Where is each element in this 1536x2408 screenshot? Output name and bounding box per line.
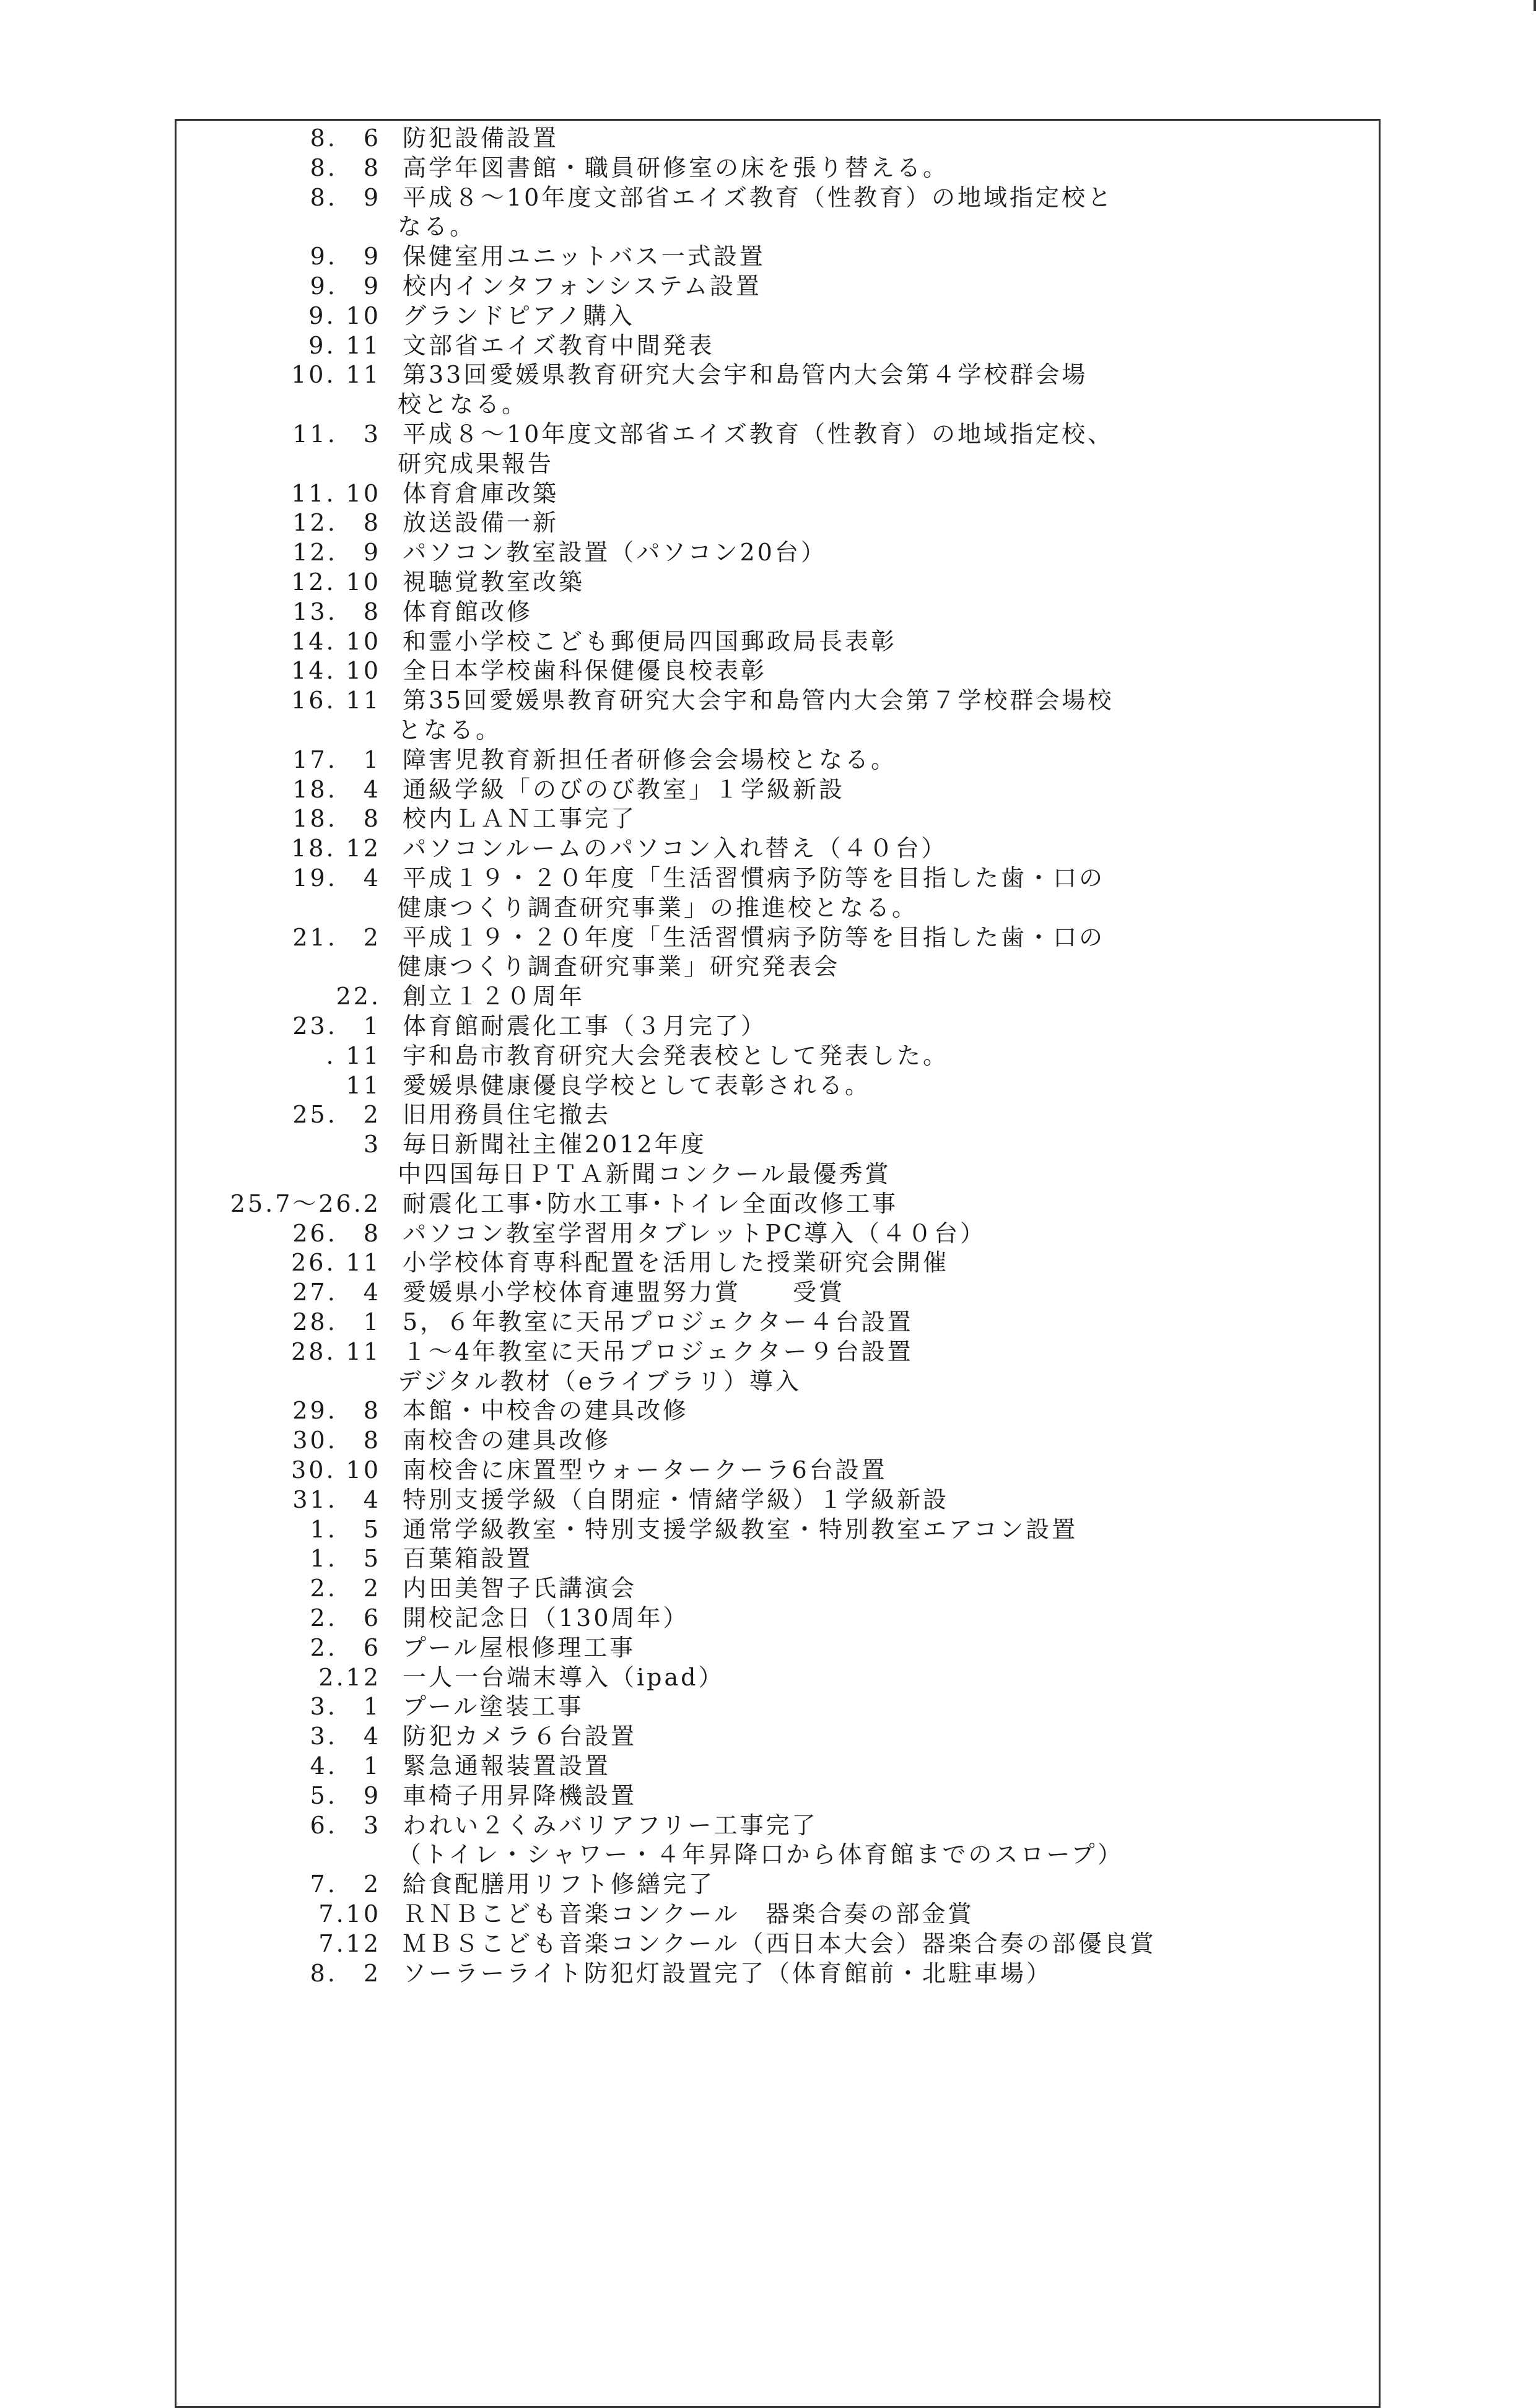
history-text: 5，６年教室に天吊プロジェクター４台設置 <box>403 1308 914 1336</box>
history-date: 16. 11 <box>291 687 381 715</box>
history-date: 11. 10 <box>291 479 381 507</box>
history-text: 旧用務員住宅撤去 <box>403 1101 611 1129</box>
history-row <box>177 1278 1372 1306</box>
history-text: 一人一台端末導入（ipad） <box>403 1663 725 1691</box>
history-row <box>177 1692 1372 1721</box>
history-row <box>177 183 1372 212</box>
history-text: 第33回愛媛県教育研究大会宇和島管内大会第４学校群会場 <box>403 361 1088 389</box>
history-row <box>177 1189 1372 1218</box>
history-row <box>177 1456 1372 1484</box>
history-date: 1. 5 <box>310 1515 381 1543</box>
history-date: 14. 10 <box>291 627 381 655</box>
history-text: 健康つくり調査研究事業」の推進校となる。 <box>398 893 919 921</box>
history-row <box>177 1929 1372 1958</box>
history-row <box>177 331 1372 360</box>
history-row <box>177 1840 1372 1869</box>
history-row <box>177 420 1372 448</box>
scan-edge-mark <box>1534 0 1536 11</box>
history-date: 2. 6 <box>310 1633 381 1661</box>
history-text: となる。 <box>398 716 502 744</box>
history-row <box>177 1781 1372 1810</box>
history-row <box>177 1248 1372 1277</box>
history-date: 27. 4 <box>292 1279 381 1306</box>
history-date: 18. 8 <box>292 805 381 833</box>
history-text: グランドピアノ購入 <box>403 302 635 329</box>
history-row <box>177 745 1372 774</box>
history-row <box>177 1012 1372 1040</box>
history-text: われい２くみバリアフリー工事完了 <box>403 1811 818 1839</box>
history-row <box>177 1544 1372 1573</box>
history-row <box>177 716 1372 744</box>
history-row <box>177 1663 1372 1692</box>
history-text: 百葉箱設置 <box>403 1545 533 1573</box>
history-text: 小学校体育専科配置を活用した授業研究会開催 <box>403 1249 949 1277</box>
history-text: 平成８～10年度文部省エイズ教育（性教育）の地域指定校、 <box>403 420 1114 448</box>
history-date: 12. 10 <box>291 568 381 596</box>
history-text: プール屋根修理工事 <box>403 1633 636 1661</box>
history-row <box>177 656 1372 685</box>
history-text: 校内ＬＡＮ工事完了 <box>403 805 637 833</box>
history-date: 23. 1 <box>292 1012 381 1040</box>
history-row <box>177 508 1372 537</box>
history-date: 8. 9 <box>310 183 381 211</box>
history-text: 体育館耐震化工事（３月完了） <box>403 1012 767 1040</box>
history-date: 31. 4 <box>292 1485 381 1513</box>
history-text: 和霊小学校こども郵便局四国郵政局長表彰 <box>403 627 897 655</box>
history-text: 校内インタフォンシステム設置 <box>403 272 762 300</box>
history-row <box>177 1574 1372 1602</box>
history-date: 2.12 <box>318 1663 381 1691</box>
history-text: 校となる。 <box>398 391 528 419</box>
history-text: 給食配膳用リフト修繕完了 <box>403 1871 715 1898</box>
history-row <box>177 864 1372 892</box>
history-row <box>177 1396 1372 1425</box>
history-date: 7.12 <box>318 1929 381 1957</box>
history-date: 1. 5 <box>310 1545 381 1573</box>
history-row <box>177 1100 1372 1129</box>
history-row <box>177 272 1372 300</box>
history-text: パソコン教室学習用タブレットPC導入（４０台） <box>403 1219 986 1247</box>
history-text: なる。 <box>398 213 476 241</box>
history-text: （トイレ・シャワー・４年昇降口から体育館までのスロープ） <box>398 1841 1124 1869</box>
history-text: 視聴覚教室改築 <box>403 568 585 596</box>
history-text: 中四国毎日ＰＴＡ新聞コンクール最優秀賞 <box>398 1160 891 1188</box>
history-row <box>177 598 1372 626</box>
history-text: 高学年図書館・職員研修室の床を張り替える。 <box>403 154 949 181</box>
history-row <box>177 1959 1372 1988</box>
history-row <box>177 1870 1372 1898</box>
history-date: 18. 12 <box>291 835 381 863</box>
history-date: 3. 1 <box>310 1693 381 1721</box>
history-text: 保健室用ユニットバス一式設置 <box>403 243 766 271</box>
history-text: １～4年教室に天吊プロジェクター９台設置 <box>403 1337 914 1365</box>
history-row <box>177 923 1372 952</box>
history-row <box>177 154 1372 182</box>
history-text: 創立１２０周年 <box>403 983 585 1011</box>
history-text: 宇和島市教育研究大会発表校として発表した。 <box>403 1041 949 1069</box>
history-date: 2. 2 <box>310 1575 381 1602</box>
history-row <box>177 479 1372 508</box>
history-date: 11. 3 <box>292 420 381 448</box>
history-row <box>177 1071 1372 1100</box>
history-text: 体育館改修 <box>403 598 533 625</box>
history-date: 25.7～26.2 <box>230 1189 381 1217</box>
history-date: 9. 9 <box>310 243 381 271</box>
history-text: 平成１９・２０年度「生活習慣病予防等を目指した歯・口の <box>403 864 1106 892</box>
history-row <box>177 952 1372 981</box>
history-date: 8. 8 <box>310 154 381 181</box>
history-text: 防犯設備設置 <box>403 124 559 152</box>
history-text: 防犯カメラ６台設置 <box>403 1723 637 1750</box>
history-row <box>177 1900 1372 1928</box>
history-date: . 11 <box>326 1041 381 1069</box>
history-text: 体育倉庫改築 <box>403 479 559 507</box>
history-text: 通常学級教室・特別支援学級教室・特別教室エアコン設置 <box>403 1515 1078 1543</box>
history-row <box>177 1160 1372 1188</box>
history-date: 18. 4 <box>292 775 381 803</box>
history-row <box>177 1426 1372 1454</box>
history-date: 9. 11 <box>308 331 381 359</box>
history-text: パソコンルームのパソコン入れ替え（４０台） <box>403 835 948 863</box>
history-text: 平成８～10年度文部省エイズ教育（性教育）の地域指定校と <box>403 183 1114 211</box>
history-date: 19. 4 <box>292 864 381 892</box>
history-date: 2. 6 <box>310 1604 381 1632</box>
history-row <box>177 1041 1372 1070</box>
history-date: 29. 8 <box>292 1397 381 1425</box>
history-text: 毎日新聞社主催2012年度 <box>403 1131 707 1158</box>
history-date: 25. 2 <box>292 1101 381 1129</box>
history-row <box>177 1722 1372 1750</box>
history-text: 第35回愛媛県教育研究大会宇和島管内大会第７学校群会場校 <box>403 687 1114 715</box>
history-date: 13. 8 <box>292 598 381 625</box>
history-text: 障害児教育新担任者研修会会場校となる。 <box>403 745 897 773</box>
history-row <box>177 1130 1372 1158</box>
history-date: 12. 8 <box>292 509 381 537</box>
history-text: 平成１９・２０年度「生活習慣病予防等を目指した歯・口の <box>403 923 1106 951</box>
history-text: 通級学級「のびのび教室」１学級新設 <box>403 775 845 803</box>
history-text: パソコン教室設置（パソコン20台） <box>403 539 827 567</box>
history-row <box>177 982 1372 1011</box>
history-table-frame <box>175 119 1381 2408</box>
history-date: 7. 2 <box>310 1871 381 1898</box>
history-date: 28. 11 <box>291 1337 381 1365</box>
history-date: 22. <box>336 983 381 1011</box>
history-row <box>177 1337 1372 1366</box>
history-date: 30. 8 <box>292 1427 381 1454</box>
history-row <box>177 212 1372 241</box>
history-date: 4. 1 <box>310 1752 381 1780</box>
history-row <box>177 627 1372 656</box>
history-text: デジタル教材（eライブラリ）導入 <box>398 1367 801 1395</box>
history-text: 南校舎に床置型ウォータークーラ6台設置 <box>403 1456 888 1484</box>
history-text: ソーラーライト防犯灯設置完了（体育館前・北駐車場） <box>403 1959 1052 1987</box>
history-text: 開校記念日（130周年） <box>403 1604 689 1632</box>
history-date: 30. 10 <box>291 1456 381 1484</box>
history-text: 耐震化工事･防水工事･トイレ全面改修工事 <box>403 1189 899 1217</box>
history-text: 愛媛県小学校体育連盟努力賞 受賞 <box>403 1279 845 1306</box>
history-row <box>177 1219 1372 1248</box>
history-date: 8. 6 <box>310 124 381 152</box>
history-date: 10. 11 <box>291 361 381 389</box>
history-text: 本館・中校舎の建具改修 <box>403 1397 689 1425</box>
history-date: 14. 10 <box>291 657 381 685</box>
history-date: 28. 1 <box>292 1308 381 1336</box>
history-date: 26. 8 <box>292 1219 381 1247</box>
history-row <box>177 360 1372 389</box>
history-text: 特別支援学級（自閉症・情緒学級）１学級新設 <box>403 1485 949 1513</box>
history-row <box>177 686 1372 715</box>
history-row <box>177 1485 1372 1514</box>
history-row <box>177 893 1372 922</box>
history-row <box>177 302 1372 330</box>
history-date: 3 <box>363 1131 381 1158</box>
history-date: 12. 9 <box>292 539 381 567</box>
history-row <box>177 1633 1372 1662</box>
history-text: 内田美智子氏講演会 <box>403 1575 637 1602</box>
history-row <box>177 1308 1372 1336</box>
history-row <box>177 1515 1372 1544</box>
history-text: 緊急通報装置設置 <box>403 1752 611 1780</box>
history-text: 健康つくり調査研究事業」研究発表会 <box>398 953 840 981</box>
history-row <box>177 1811 1372 1840</box>
history-date: 3. 4 <box>310 1723 381 1750</box>
history-text: プール塗装工事 <box>403 1693 584 1721</box>
history-text: 全日本学校歯科保健優良校表彰 <box>403 657 767 685</box>
history-row <box>177 775 1372 804</box>
history-row <box>177 568 1372 596</box>
history-row <box>177 538 1372 567</box>
history-text: 愛媛県健康優良学校として表彰される。 <box>403 1071 871 1099</box>
history-text: 南校舎の建具改修 <box>403 1427 611 1454</box>
history-row <box>177 242 1372 271</box>
history-text: ＭＢＳこども音楽コンクール（西日本大会）器楽合奏の部優良賞 <box>403 1929 1156 1957</box>
history-row <box>177 450 1372 478</box>
history-text: 研究成果報告 <box>398 450 554 477</box>
history-row <box>177 1604 1372 1632</box>
history-row <box>177 1367 1372 1396</box>
history-date: 7.10 <box>318 1900 381 1928</box>
history-row <box>177 804 1372 833</box>
history-date: 9. 10 <box>308 302 381 329</box>
history-row <box>177 124 1372 152</box>
history-row <box>177 834 1372 863</box>
history-date: 9. 9 <box>310 272 381 300</box>
history-text: 放送設備一新 <box>403 509 559 537</box>
history-text: 文部省エイズ教育中間発表 <box>403 331 715 359</box>
history-date: 8. 2 <box>310 1959 381 1987</box>
history-text: ＲＮＢこども音楽コンクール 器楽合奏の部金賞 <box>403 1900 974 1928</box>
history-date: 21. 2 <box>292 923 381 951</box>
history-text: 車椅子用昇降機設置 <box>403 1781 637 1809</box>
history-row <box>177 1752 1372 1780</box>
history-date: 11 <box>346 1071 381 1099</box>
history-date: 26. 11 <box>291 1249 381 1277</box>
history-date: 17. 1 <box>292 745 381 773</box>
history-row <box>177 390 1372 419</box>
history-date: 6. 3 <box>310 1811 381 1839</box>
history-date: 5. 9 <box>310 1781 381 1809</box>
